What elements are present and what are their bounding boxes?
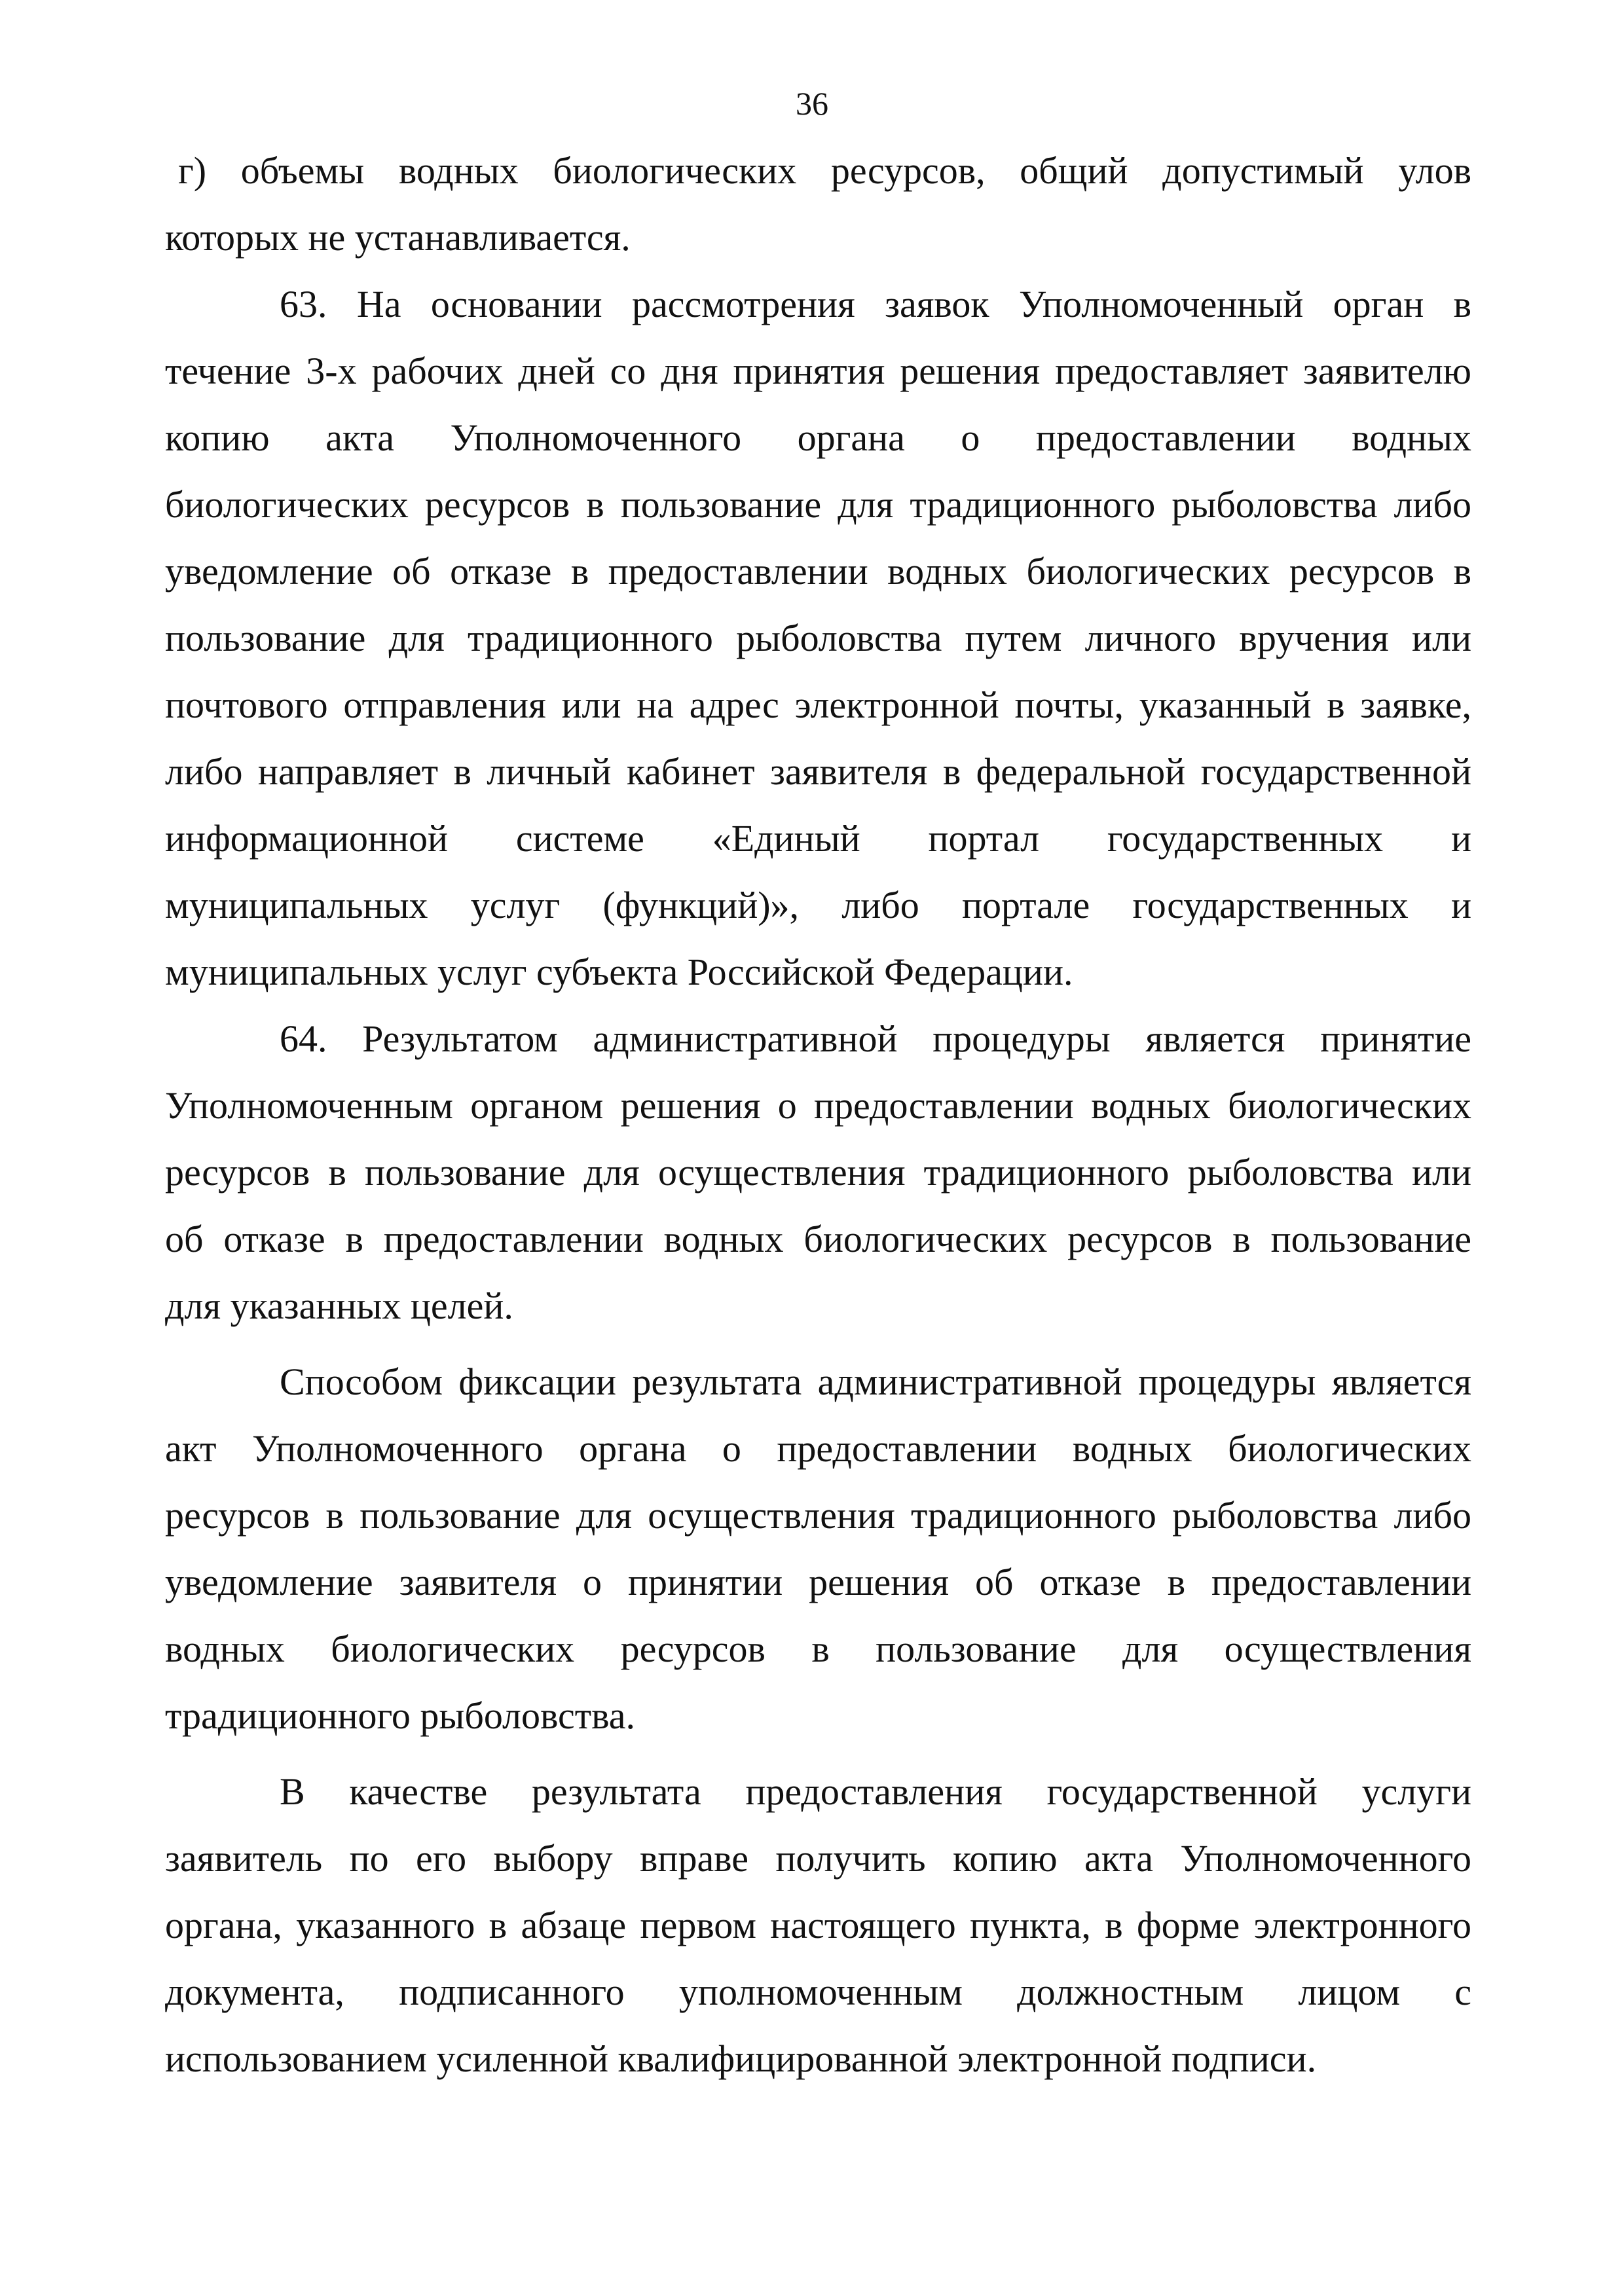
text-line: акт Уполномоченного органа о предоставлении водных биологических xyxy=(165,1427,1471,1470)
text-line: заявитель по его выбору вправе получить копию акта Уполномоченного xyxy=(165,1837,1471,1880)
paragraph-item-63 xyxy=(165,271,1471,1006)
text-line: Уполномоченным органом решения о предоставлении водных биологических xyxy=(165,1084,1471,1127)
text-line: копию акта Уполномоченного органа о предоставлении водных xyxy=(165,416,1471,459)
text-line: использованием усиленной квалифицированной электронной подписи. xyxy=(165,2037,1317,2080)
text-line: почтового отправления или на адрес электронной почты, указанный в заявке, xyxy=(165,683,1471,726)
paragraph-item-g xyxy=(165,137,1471,271)
document-body xyxy=(165,137,1471,2092)
text-line: течение 3-х рабочих дней со дня принятия решения предоставляет заявителю xyxy=(165,350,1471,392)
text-line: пользование для традиционного рыболовства путем личного вручения или xyxy=(165,617,1471,659)
text-line: либо направляет в личный кабинет заявителя в федеральной государственной xyxy=(165,750,1471,793)
text-line: для указанных целей. xyxy=(165,1285,513,1327)
text-line: уведомление заявителя о принятии решения об отказе в предоставлении xyxy=(165,1561,1471,1603)
text-line: Способом фиксации результата административной процедуры является xyxy=(280,1360,1471,1403)
paragraph-result xyxy=(165,1758,1471,2092)
text-line: которых не устанавливается. xyxy=(165,216,631,259)
text-line: г) объемы водных биологических ресурсов, общий допустимый улов xyxy=(178,149,1471,192)
text-line: традиционного рыболовства. xyxy=(165,1694,636,1737)
text-line: документа, подписанного уполномоченным должностным лицом с xyxy=(165,1971,1471,2013)
text-line: 64. Результатом административной процедуры является принятие xyxy=(280,1017,1471,1060)
text-line: В качестве результата предоставления государственной услуги xyxy=(280,1770,1471,1813)
text-line: ресурсов в пользование для осуществления традиционного рыболовства либо xyxy=(165,1494,1471,1537)
text-line: муниципальных услуг (функций)», либо портале государственных и xyxy=(165,884,1471,926)
paragraph-item-64 xyxy=(165,1006,1471,1339)
text-line: водных биологических ресурсов в пользование для осуществления xyxy=(165,1628,1471,1670)
paragraph-fixation xyxy=(165,1349,1471,1749)
text-line: органа, указанного в абзаце первом настоящего пункта, в форме электронного xyxy=(165,1904,1471,1946)
text-line: муниципальных услуг субъекта Российской Федерации. xyxy=(165,951,1073,993)
text-line: об отказе в предоставлении водных биологических ресурсов в пользование xyxy=(165,1218,1471,1260)
text-line: ресурсов в пользование для осуществления традиционного рыболовства или xyxy=(165,1151,1471,1194)
text-line: 63. На основании рассмотрения заявок Уполномоченный орган в xyxy=(280,283,1471,325)
text-line: уведомление об отказе в предоставлении водных биологических ресурсов в xyxy=(165,550,1471,592)
text-line: биологических ресурсов в пользование для традиционного рыболовства либо xyxy=(165,483,1471,526)
page-number: 36 xyxy=(796,85,828,122)
text-line: информационной системе «Единый портал государственных и xyxy=(165,817,1471,860)
